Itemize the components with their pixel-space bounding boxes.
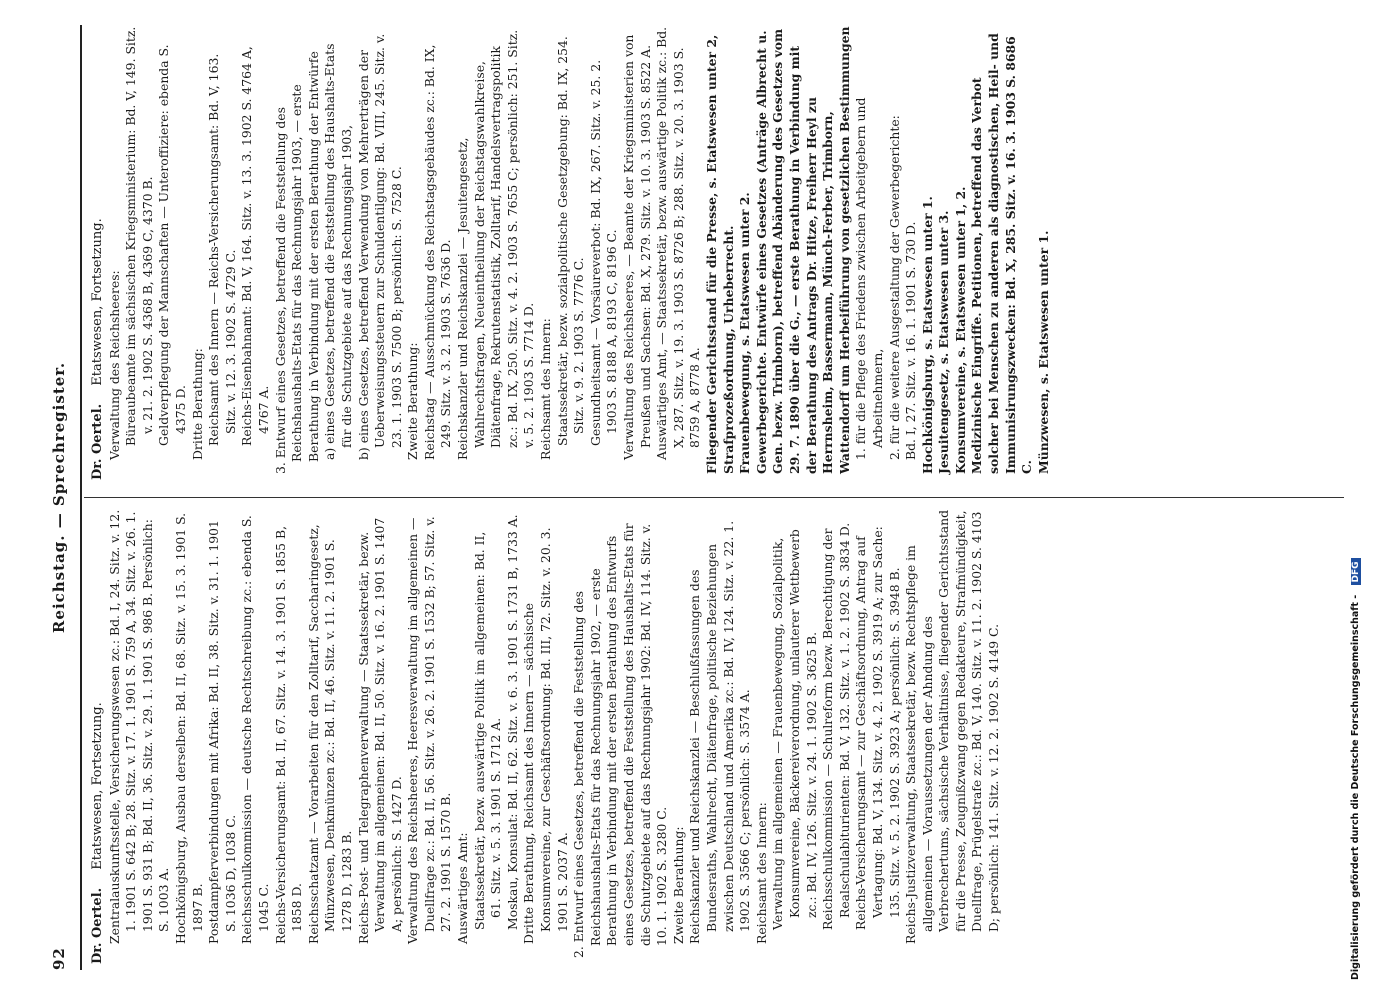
register-entry: Verwaltung des Reichsheeres, — Beamte der Kriegsministerien von Preußen und Sachsen: Bd. X, 279. Sitz. v. 10. 3. 1903 S. 8522 A. bbox=[621, 34, 653, 460]
register-entry: Dritte Berathung, Reichsamt des Innern — sächsische Konsumvereine, zur Geschäftsordnung: Bd. III, 72. Sitz. v. 20. 3. 1901 S. 2037 A. bbox=[521, 527, 570, 944]
register-entry: Reichsamt des Innern: bbox=[538, 318, 554, 460]
register-entry: Verwaltung des Reichsheeres, Heeresverwaltung im allgemeinen — Duellfrage zc.: Bd. II, 56. Sitz. v. 26. 2. 1901 S. 1532 B; 57. Sitz. v. 27. 2. 1901 S. 1570 B. bbox=[405, 516, 454, 944]
register-entry: Staatssekretär, bezw. sozialpolitische Gesetzgebung: Bd. IX, 254. Sitz. v. 9. 2. 1903 S. 7776 C. bbox=[554, 36, 587, 446]
register-entry: Dritte Berathung: bbox=[189, 348, 205, 460]
register-entry: Reichs-Versicherungsamt — zur Geschäftsordnung, Antrag auf Vertagung: Bd. V, 134. Sitz. v. 4. 2. 1902 S. 3919 A; zur Sache: 135. Sitz. v. 5. 2. 1902 S. 3923 A; persönlich: S. 3948 B. bbox=[853, 526, 902, 930]
register-entry: Verwaltung des Reichsheeres: bbox=[106, 270, 122, 460]
register-entry: Reichs-Justizverwaltung, Staatssekretär, bezw. Rechtspflege im allgemeinen — Voraussetzungen der Ahndung des Verbrechertums, sächsische Verhältnisse, fliegender Gerichtsstand für die Presse, Zeugnißzwang gegen Redakteure, Strafmündigkeit, Duellfrage, Prügelstrafe zc.: Bd. V, 140. Sitz. v. 11. 2. 1902 S. 4103 D; persönlich: 141. Sitz. v. 12. 2. 1902 S. 4149 C. bbox=[903, 509, 1002, 944]
register-entry: Bd. I, 27. Sitz. v. 16. 1. 1901 S. 730 D. bbox=[903, 221, 919, 460]
register-entry: 2. für die weitere Ausgestaltung der Gewerbegerichte: bbox=[886, 115, 902, 460]
left-column-heading bbox=[90, 509, 107, 964]
register-entry: Reichsschulkommission — deutsche Rechtschreibung zc.: ebenda S. 1045 C. bbox=[239, 515, 271, 944]
register-entry: Zentralauskunftsstelle, Versicherungswesen zc.: Bd. I, 24. Sitz. v. 12. 1. 1901 S. 642 B; 28. Sitz. v. 17. 1. 1901 S. 759 A, 34. Sitz. v. 26. 1. 1901 S. 931 B; Bd. II, 36. Sitz. v. 29. 1. 1901 S. 986 B. Persönlich: S. 1003 A. bbox=[106, 509, 172, 944]
register-entry: Moskau, Konsulat: Bd. II, 62. Sitz. v. 6. 3. 1901 S. 1731 B, 1733 A. bbox=[504, 514, 520, 930]
register-entry: Auswärtiges Amt, — Staatssekretär, bezw. auswärtige Politik zc.: Bd. X, 287. Sitz. v. 19. 3. 1903 S. 8726 B; 288. Sitz. v. 20. 3. 1903 S. 8759 A, 8778 A. bbox=[654, 26, 703, 460]
page-header bbox=[50, 25, 74, 970]
section-continued: Etatswesen, Fortsetzung. bbox=[90, 218, 105, 386]
register-entry: Medizinische Eingriffe. Petitionen, betreffend das Verbot solcher bei Menschen zu anderen als diagnostischen, Heil- und Immunisirungszwecken: Bd. X, 285. Sitz. v. 16. 3. 1903 S. 8686 C. bbox=[969, 33, 1035, 474]
register-entry: Reichskanzler und Reichskanzlei — Beschlußfassungen des Bundesraths, Wahlrecht, Diätenfrage, politische Beziehungen zwischen Deutschland und Amerika zc.: Bd. IV, 124. Sitz. v. 22. 1. 1902 S. 3566 C; persönlich: S. 3574 A. bbox=[687, 520, 753, 944]
register-entry: Postdampferverbindungen mit Afrika: Bd. II, 38. Sitz. v. 31. 1. 1901 S. 1036 D, 1038 C. bbox=[206, 520, 238, 944]
speaker-name: Dr. Oertel. bbox=[90, 887, 105, 964]
register-entry: Reichs-Post- und Telegraphenverwaltung — Staatssekretär, bezw. Verwaltung im allgemeinen: Bd. II, 50. Sitz. v. 16. 2. 1901 S. 1407 A; persönlich: S. 1427 D. bbox=[355, 517, 404, 944]
register-entry: Jesuitengesetz, s. Etatswesen unter 3. bbox=[936, 210, 952, 474]
register-entry: Reichsamt des Innern: bbox=[753, 802, 769, 944]
register-entry: Münzwesen, s. Etatswesen unter 1. bbox=[1035, 230, 1051, 474]
register-entry: 3. Entwurf eines Gesetzes, betreffend die Feststellung des Reichshaushalts-Etats für das Rechnungsjahr 1903, — erste Berathung in Verbindung mit der ersten Berathung der Entwürfe bbox=[272, 51, 321, 474]
page-title: Reichstag. — Sprechregister. bbox=[50, 361, 68, 634]
register-entry: Reichs-Versicherungsamt: Bd. II, 67. Sitz. v. 14. 3. 1901 S. 1855 B, 1858 D. bbox=[272, 525, 305, 944]
register-entry: Reichsschatzamt — Vorarbeiten für den Zolltarif, Saccharingesetz, Münzwesen, Denkmünzen zc.: Bd. II, 46. Sitz. v. 11. 2. 1901 S. 1278 D, 1283 B. bbox=[305, 524, 354, 944]
right-column-heading bbox=[90, 25, 107, 480]
register-entry: Auswärtiges Amt: bbox=[455, 832, 471, 944]
register-entry: Hochkönigsburg, Ausbau derselben: Bd. II, 68. Sitz. v. 15. 3. 1901 S. 1897 B. bbox=[172, 512, 205, 944]
register-entry: Hochkönigsburg, s. Etatswesen unter 1. bbox=[919, 196, 935, 474]
digitization-credit bbox=[1350, 20, 1372, 980]
register-entry: Reichskanzler und Reichskanzlei — Jesuitengesetz, Wahlrechtsfragen, Neueintheilung der Reichstagswahlkreise, Diätenfrage, Rekrutenstatistik, Zolltarif, Handelsvertragspolitik zc.: Bd. IX, 250. Sitz. v. 4. 2. 1903 S. 7655 C; persönlich: 251. Sitz. v. 5. 2. 1903 S. 7714 D. bbox=[455, 29, 537, 460]
register-entry: 1. für die Pflege des Friedens zwischen Arbeitgebern und Arbeitnehmern, bbox=[853, 97, 885, 460]
column-divider bbox=[84, 497, 1344, 498]
left-column bbox=[90, 509, 1340, 964]
register-entry: Gewerbegerichte. Entwürfe eines Gesetzes (Anträge Albrecht u. Gen. bezw. Trimborn), betreffend Abänderung des Gesetzes vom 29. 7. 1890 über die G., — erste Berathung in Verbindung mit der Berathung des Antrags Dr. Hitze, Freiherr Heyl zu Herrnsheim, Bassermann, Münch-Ferber, Trimborn, Wattendorff um Herbeiführung von gesetzlichen Bestimmungen bbox=[753, 26, 852, 474]
section-continued: Etatswesen, Fortsetzung. bbox=[90, 702, 105, 870]
register-entry: Konsumvereine, s. Etatswesen unter 1, 2. bbox=[952, 186, 968, 474]
speaker-name: Dr. Oertel. bbox=[90, 403, 105, 480]
register-entry: Staatssekretär, bezw. auswärtige Politik im allgemeinen: Bd. II, 61. Sitz. v. 5. 3. 1901 S. 1712 A. bbox=[471, 531, 504, 930]
register-entry: Zweite Berathung: bbox=[670, 826, 686, 944]
register-entry: Reichsamt des Innern — Reichs-Versicherungsamt: Bd. V, 163. Sitz. v. 12. 3. 1902 S. 4729 C. bbox=[206, 53, 238, 446]
right-column bbox=[90, 25, 1340, 480]
register-entry: 2. Entwurf eines Gesetzes, betreffend die Feststellung des Reichshaushalts-Etats für das Rechnungsjahr 1902, — erste Berathung in Verbindung mit der ersten Berathung des Entwurfs eines Gesetzes, betreffend die Feststellung des Haushalts-Etats für die Schutzgebiete auf das Rechnungsjahr 1902: Bd. IV, 114. Sitz. v. 10. 1. 1902 S. 3280 C. bbox=[571, 523, 670, 958]
register-entry: Frauenbewegung, s. Etatswesen unter 2. bbox=[737, 192, 753, 474]
register-entry: Reichstag — Ausschmückung des Reichstagsgebäudes zc.: Bd. IX, 249. Sitz. v. 3. 2. 1903 S. 7636 D. bbox=[421, 44, 454, 460]
register-entry: Gesundheitsamt — Vorsäureverbot: Bd. IX, 267. Sitz. v. 25. 2. 1903 S. 8188 A, 8193 C, 8196 C. bbox=[587, 59, 620, 446]
header-rule bbox=[80, 25, 82, 970]
page-number: 92 bbox=[50, 947, 68, 970]
register-entry: Zweite Berathung: bbox=[405, 342, 421, 460]
dfg-badge: DFG bbox=[1351, 558, 1361, 585]
register-entry: Verwaltung im allgemeinen — Frauenbewegung, Sozialpolitik, Konsumvereine, Bäckereiverordnung, unlauterer Wettbewerb zc.: Bd. IV, 126. Sitz. v. 24. 1. 1902 S. 3625 B. bbox=[770, 529, 819, 930]
register-entry: Fliegender Gerichtsstand für die Presse, s. Etatswesen unter 2, Strafprozeßordnung, Urheberrecht. bbox=[703, 34, 736, 474]
register-entry: Reichsschulkommission — Schulreform bezw. Berechtigung der Realschulabiturienten: Bd. V, 132. Sitz. v. 1. 2. 1902 S. 3834 D. bbox=[820, 522, 852, 930]
register-entry: a) eines Gesetzes, betreffend die Feststellung des Haushalts-Etats für die Schutzgebiete auf das Rechnungsjahr 1903, bbox=[322, 43, 354, 460]
register-entry: Geldverpflegung der Mannschaften — Unteroffiziere: ebenda S. 4375 D. bbox=[156, 44, 188, 446]
register-entry: Reichs-Eisenbahnamt: Bd. V, 164. Sitz. v. 13. 3. 1902 S. 4764 A, 4767 A. bbox=[239, 46, 271, 446]
credit-text: Digitalisierung gefördert durch die Deutsche Forschungsgemeinschaft - bbox=[1350, 594, 1361, 980]
register-entry: Büreaubeamte im sächsischen Kriegsministerium: Bd. V, 149. Sitz. v. 21. 2. 1902 S. 4368 B, 4369 C, 4370 B. bbox=[123, 26, 155, 446]
register-entry: b) eines Gesetzes, betreffend Verwendung von Mehrerträgen der Ueberweisungssteuern zur Schuldentilgung: Bd. VIII, 245. Sitz. v. 23. 1. 1903 S. 7500 B; persönlich: S. 7528 C. bbox=[355, 33, 404, 460]
